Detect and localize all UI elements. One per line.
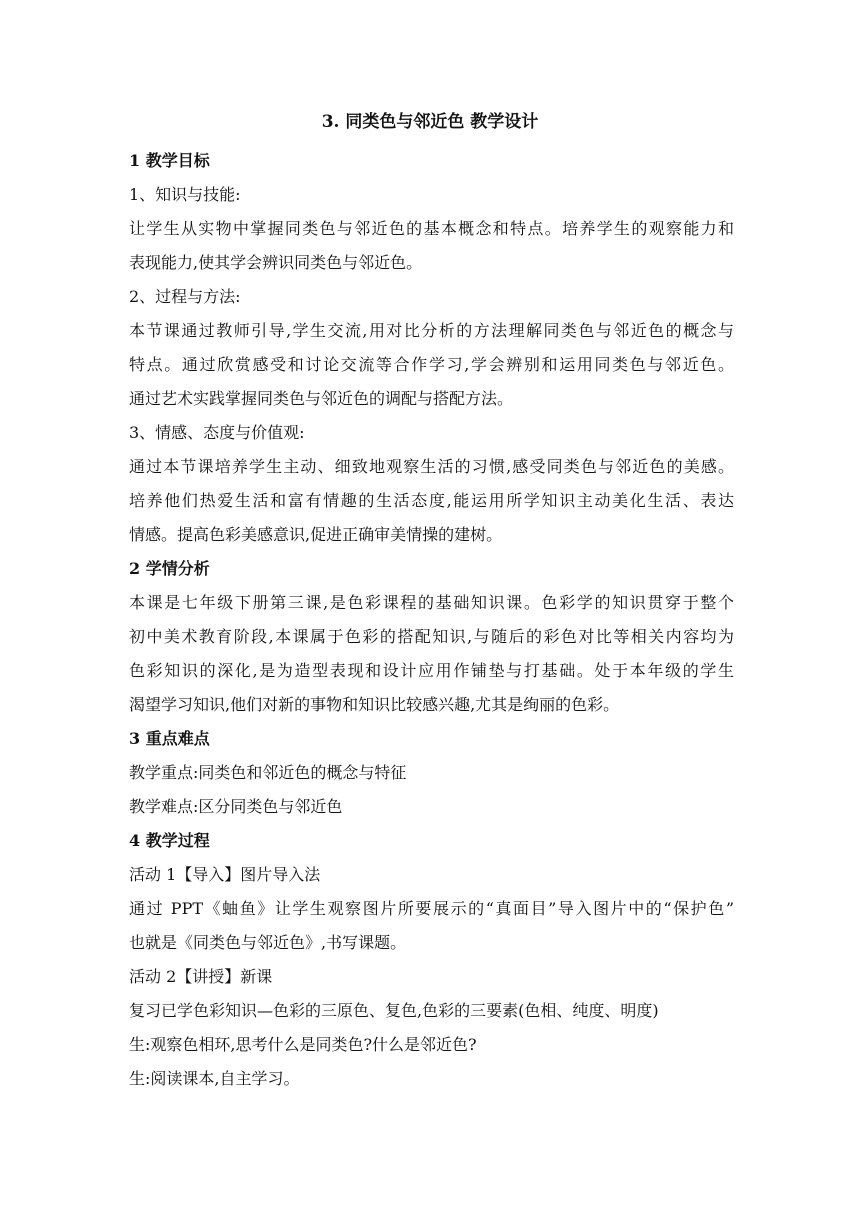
paragraph-line: 特点。通过欣赏感受和讨论交流等合作学习,学会辨别和运用同类色与邻近色。 [129, 355, 734, 374]
section-heading: 2 学情分析 [129, 559, 210, 578]
section-heading: 1 教学目标 [129, 151, 210, 170]
paragraph-line: 让学生从实物中掌握同类色与邻近色的基本概念和特点。培养学生的观察能力和 [129, 219, 734, 238]
paragraph-line: 初中美术教育阶段,本课属于色彩的搭配知识,与随后的彩色对比等相关内容均为 [129, 627, 734, 646]
paragraph-line: 通过本节课培养学生主动、细致地观察生活的习惯,感受同类色与邻近色的美感。 [129, 457, 734, 476]
paragraph-line: 情感。提高色彩美感意识,促进正确审美情操的建树。 [129, 525, 503, 544]
paragraph-line: 本节课通过教师引导,学生交流,用对比分析的方法理解同类色与邻近色的概念与 [129, 321, 734, 340]
paragraph-line: 也就是《同类色与邻近色》,书写课题。 [129, 933, 407, 952]
section-heading: 3 重点难点 [129, 729, 210, 748]
paragraph-line: 生:观察色相环,思考什么是同类色?什么是邻近色? [129, 1035, 477, 1054]
paragraph-line: 1、知识与技能: [129, 185, 241, 204]
paragraph-line: 生:阅读课本,自主学习。 [129, 1069, 300, 1088]
paragraph-line: 教学难点:区分同类色与邻近色 [129, 797, 343, 816]
paragraph-line: 复习已学色彩知识—色彩的三原色、复色,色彩的三要素(色相、纯度、明度) [129, 1001, 659, 1020]
paragraph-line: 3、情感、态度与价值观: [129, 423, 305, 442]
paragraph-line: 色彩知识的深化,是为造型表现和设计应用作铺垫与打基础。处于本年级的学生 [129, 661, 734, 680]
paragraph-line: 2、过程与方法: [129, 287, 241, 306]
paragraph-line: 教学重点:同类色和邻近色的概念与特征 [129, 763, 407, 782]
paragraph-line: 培养他们热爱生活和富有情趣的生活态度,能运用所学知识主动美化生活、表达 [129, 491, 734, 510]
section-heading: 4 教学过程 [129, 831, 210, 850]
paragraph-line: 本课是七年级下册第三课,是色彩课程的基础知识课。色彩学的知识贯穿于整个 [129, 593, 734, 612]
document-body [129, 144, 734, 1096]
paragraph-line: 通过艺术实践掌握同类色与邻近色的调配与搭配方法。 [129, 389, 514, 408]
paragraph-line: 渴望学习知识,他们对新的事物和知识比较感兴趣,尤其是绚丽的色彩。 [129, 695, 620, 714]
paragraph-line: 活动 2【讲授】新课 [129, 967, 273, 986]
paragraph-line: 表现能力,使其学会辨识同类色与邻近色。 [129, 253, 423, 272]
paragraph-line: 通过 PPT《蚰鱼》让学生观察图片所要展示的“真面目”导入图片中的“保护色” [129, 899, 734, 918]
document-title: 3. 同类色与邻近色 教学设计 [321, 112, 539, 132]
paragraph-line: 活动 1【导入】图片导入法 [129, 865, 321, 884]
